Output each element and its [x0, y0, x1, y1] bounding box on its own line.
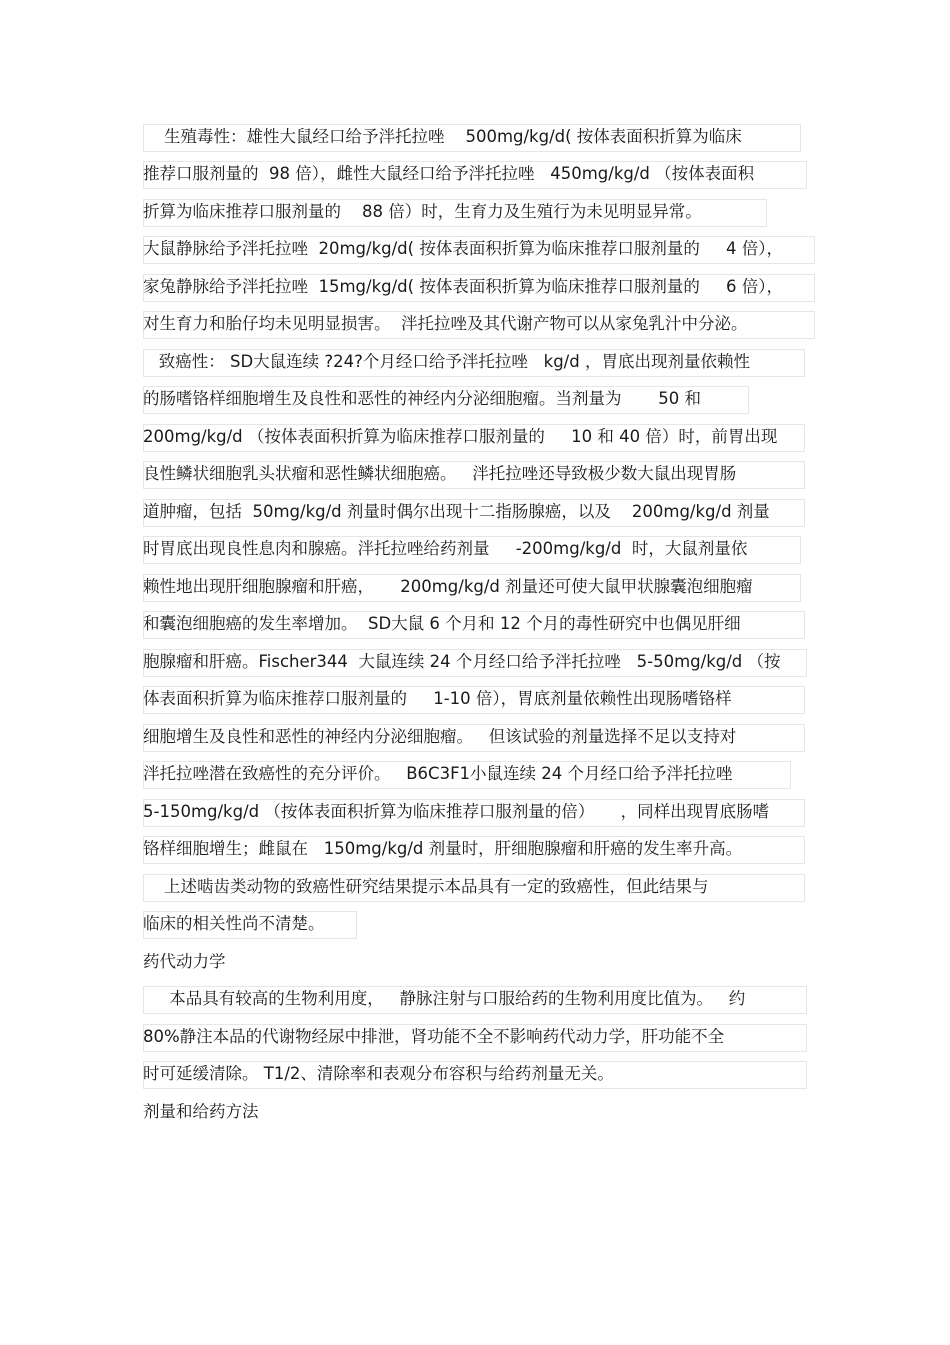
- paragraph-line: 的肠嗜铬样细胞增生及良性和恶性的神经内分泌细胞瘤。当剂量为 50 和: [143, 389, 701, 408]
- paragraph-line: 和囊泡细胞癌的发生率增加。 SD大鼠 6 个月和 12 个月的毒性研究中也偶见肝细: [143, 614, 741, 633]
- paragraph-line: 折算为临床推荐口服剂量的 88 倍）时，生育力及生殖行为未见明显异常。: [143, 202, 702, 221]
- section-heading: 剂量和给药方法: [143, 1102, 259, 1121]
- paragraph-line: 推荐口服剂量的 98 倍），雌性大鼠经口给予泮托拉唑 450mg/kg/d （按体表面积: [143, 164, 755, 183]
- paragraph-line: 良性鳞状细胞乳头状瘤和恶性鳞状细胞癌。 泮托拉唑还导致极少数大鼠出现胃肠: [143, 464, 737, 483]
- paragraph-line: 致癌性： SD大鼠连续 ?24?个月经口给予泮托拉唑 kg/d ，胃底出现剂量依赖性: [143, 352, 750, 371]
- paragraph-line: 上述啮齿类动物的致癌性研究结果提示本品具有一定的致癌性，但此结果与: [143, 877, 709, 896]
- paragraph-line: 临床的相关性尚不清楚。: [143, 914, 325, 933]
- paragraph-line: 时可延缓清除。 T1/2、清除率和表观分布容积与给药剂量无关。: [143, 1064, 614, 1083]
- paragraph-line: 细胞增生及良性和恶性的神经内分泌细胞瘤。 但该试验的剂量选择不足以支持对: [143, 727, 737, 746]
- paragraph-line: 赖性地出现肝细胞腺瘤和肝癌， 200mg/kg/d 剂量还可使大鼠甲状腺囊泡细胞瘤: [143, 577, 753, 596]
- paragraph-line: 本品具有较高的生物利用度， 静脉注射与口服给药的生物利用度比值为。 约: [143, 989, 746, 1008]
- paragraph-line: 体表面积折算为临床推荐口服剂量的 1-10 倍），胃底剂量依赖性出现肠嗜铬样: [143, 689, 732, 708]
- paragraph-line: 道肿瘤，包括 50mg/kg/d 剂量时偶尔出现十二指肠腺癌，以及 200mg/kg/d 剂量: [143, 502, 770, 521]
- paragraph-line: 对生育力和胎仔均未见明显损害。 泮托拉唑及其代谢产物可以从家兔乳汁中分泌。: [143, 314, 748, 333]
- paragraph-line: 铬样细胞增生；雌鼠在 150mg/kg/d 剂量时，肝细胞腺瘤和肝癌的发生率升高。: [143, 839, 743, 858]
- paragraph-line: 大鼠静脉给予泮托拉唑 20mg/kg/d( 按体表面积折算为临床推荐口服剂量的 4 倍），: [143, 239, 784, 258]
- paragraph-line: 时胃底出现良性息肉和腺癌。泮托拉唑给药剂量 -200mg/kg/d 时，大鼠剂量依: [143, 539, 748, 558]
- paragraph-line: 200mg/kg/d （按体表面积折算为临床推荐口服剂量的 10 和 40 倍）时，前胃出现: [143, 427, 778, 446]
- paragraph-line: 5-150mg/kg/d （按体表面积折算为临床推荐口服剂量的倍） ，同样出现胃底肠嗜: [143, 802, 770, 821]
- section-heading: 药代动力学: [143, 952, 226, 971]
- paragraph-line: 生殖毒性：雄性大鼠经口给予泮托拉唑 500mg/kg/d( 按体表面积折算为临床: [143, 127, 742, 146]
- paragraph-line: 80%静注本品的代谢物经尿中排泄，肾功能不全不影响药代动力学，肝功能不全: [143, 1027, 725, 1046]
- paragraph-line: 家兔静脉给予泮托拉唑 15mg/kg/d( 按体表面积折算为临床推荐口服剂量的 6 倍），: [143, 277, 784, 296]
- paragraph-line: 胞腺瘤和肝癌。Fischer344 大鼠连续 24 个月经口给予泮托拉唑 5-50mg/kg/d （按: [143, 652, 781, 671]
- paragraph-line: 泮托拉唑潜在致癌性的充分评价。 B6C3F1小鼠连续 24 个月经口给予泮托拉唑: [143, 764, 733, 783]
